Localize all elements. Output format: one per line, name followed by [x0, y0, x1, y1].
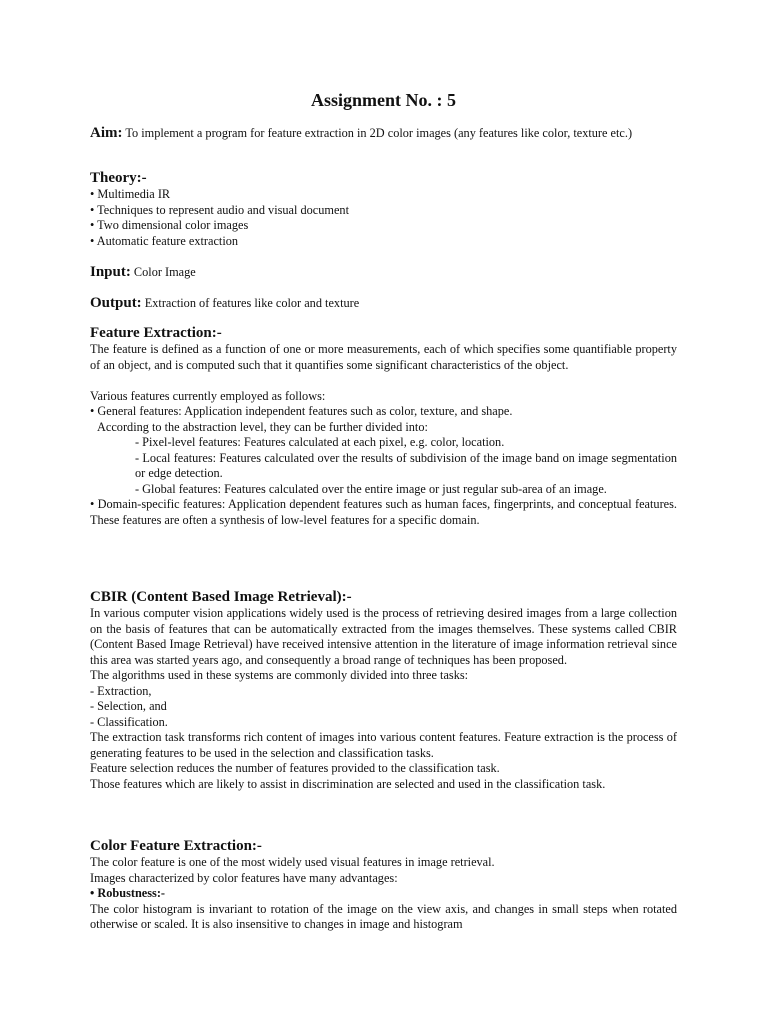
- list-item: - Classification.: [90, 714, 168, 729]
- aim-label: Aim:: [90, 125, 123, 141]
- aim-section: [90, 124, 677, 142]
- list-item: • Two dimensional color images: [90, 218, 249, 232]
- robustness-label: • Robustness:-: [90, 886, 166, 900]
- theory-heading: Theory:-: [90, 170, 147, 186]
- input-label: Input:: [90, 264, 131, 280]
- extraction-task-paragraph: The extraction task transforms rich content of images into various content features. Feature extraction is the process of generating features to be used in the selection and classification tasks.: [90, 730, 677, 760]
- cbir-section: [90, 588, 677, 792]
- list-item: - Extraction,: [90, 683, 152, 698]
- list-item: - Selection, and: [90, 699, 167, 713]
- feature-selection-paragraph: Feature selection reduces the number of features provided to the classification task.: [90, 761, 500, 775]
- cbir-tasks-intro: The algorithms used in these systems are commonly divided into three tasks:: [90, 668, 469, 682]
- output-label: Output:: [90, 295, 142, 311]
- input-text: Color Image: [130, 265, 196, 279]
- output-section: [90, 294, 677, 312]
- aim-text: To implement a program for feature extraction in 2D color images (any features like color, texture etc.): [122, 126, 633, 140]
- color-feature-heading: Color Feature Extraction:-: [90, 838, 262, 854]
- theory-section: [90, 169, 677, 249]
- list-item: • Automatic feature extraction: [90, 233, 239, 248]
- discrimination-paragraph: Those features which are likely to assist in discrimination are selected and used in the classification task.: [90, 776, 606, 791]
- domain-specific-features: • Domain-specific features: Application dependent features such as human faces, fingerprints, and conceptual features. These features are often a synthesis of low-level features for a specific domain.: [90, 497, 677, 527]
- sub-feature-global: - Global features: Features calculated over the entire image or just regular sub-area of an image.: [135, 481, 607, 496]
- abstraction-level-text: According to the abstraction level, they can be further divided into:: [97, 419, 428, 434]
- robustness-paragraph: The color histogram is invariant to rotation of the image on the view axis, and changes in small steps when rotated otherwise or scaled. It is also insensitive to changes in image and histogram: [90, 901, 677, 931]
- features-intro: Various features currently employed as follows:: [90, 388, 326, 403]
- list-item: • Techniques to represent audio and visual document: [90, 202, 349, 217]
- feature-extraction-heading: Feature Extraction:-: [90, 325, 222, 341]
- feature-extraction-section: [90, 324, 677, 528]
- sub-feature-pixel: - Pixel-level features: Features calculated at each pixel, e.g. color, location.: [135, 435, 505, 449]
- list-item: • Multimedia IR: [90, 187, 171, 201]
- output-text: Extraction of features like color and texture: [141, 296, 360, 310]
- color-feature-line-2: Images characterized by color features have many advantages:: [90, 870, 398, 885]
- page-title: Assignment No. : 5: [310, 90, 456, 110]
- general-features: • General features: Application independent features such as color, texture, and shape.: [90, 404, 513, 418]
- feature-definition-paragraph: The feature is defined as a function of one or more measurements, each of which specifies some quantifiable property of an object, and is computed such that it quantifies some significant characteristics of the object.: [90, 342, 677, 372]
- color-feature-line-1: The color feature is one of the most widely used visual features in image retrieval.: [90, 855, 495, 869]
- input-section: [90, 263, 677, 281]
- sub-feature-local: - Local features: Features calculated over the results of subdivision of the image band on image segmentation or edge detection.: [135, 450, 677, 480]
- cbir-paragraph: In various computer vision applications widely used is the process of retrieving desired images from a large collection on the basis of features that can be automatically extracted from the images themselves. These systems called CBIR (Content Based Image Retrieval) have received intensive attention in the literature of image information retrieval since this area was started years ago, and consequently a broad range of techniques has been proposed.: [90, 606, 677, 667]
- cbir-heading: CBIR (Content Based Image Retrieval):-: [90, 589, 352, 605]
- color-feature-section: [90, 837, 677, 933]
